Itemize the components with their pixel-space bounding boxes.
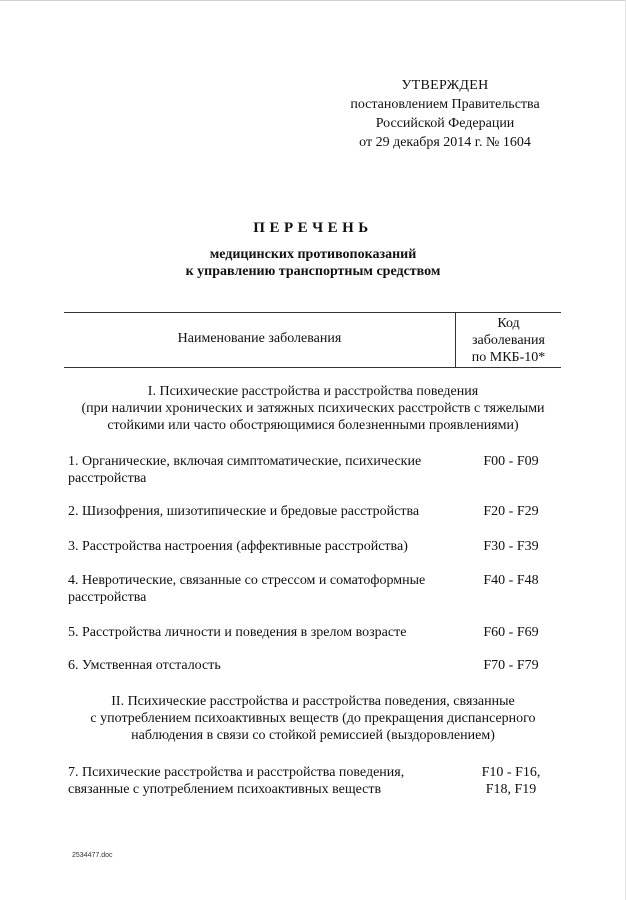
disease-name-line: 6. Умственная отсталость xyxy=(68,658,221,673)
disease-name-line: 3. Расстройства настроения (аффективные расстройства) xyxy=(68,539,408,554)
icd-code xyxy=(463,453,559,470)
approval-heading: УТВЕРЖДЕН xyxy=(401,78,489,93)
icd-code xyxy=(463,657,559,674)
approval-block xyxy=(300,76,590,152)
icd-code-line: F18, F19 xyxy=(485,782,537,797)
disease-name xyxy=(68,572,463,606)
icd-code-line: F10 - F16, xyxy=(481,765,541,780)
disease-name xyxy=(68,538,463,555)
disease-name xyxy=(68,764,463,798)
section-line: стойкими или часто обостряющимися болезненными проявлениями) xyxy=(107,418,519,433)
subtitle-line-1: медицинских противопоказаний xyxy=(209,247,417,262)
column-header-icd-code xyxy=(456,315,561,366)
approval-line-3: Российской Федерации xyxy=(375,116,515,131)
disease-name xyxy=(68,503,463,520)
code-header-line-2: заболевания xyxy=(472,333,545,348)
icd-code xyxy=(463,624,559,641)
approval-date-number: от 29 декабря 2014 г. № 1604 xyxy=(359,135,531,150)
icd-code-line: F30 - F39 xyxy=(483,539,539,554)
disease-name-line: расстройства xyxy=(68,471,147,486)
disease-name-line: 5. Расстройства личности и поведения в зрелом возрасте xyxy=(68,625,407,640)
disease-name-line: 7. Психические расстройства и расстройства поведения, xyxy=(68,765,405,780)
section-heading-1 xyxy=(40,383,586,434)
icd-code xyxy=(463,538,559,555)
approval-line-2: постановлением Правительства xyxy=(350,97,540,112)
table-header xyxy=(64,312,561,368)
section-line: II. Психические расстройства и расстройства поведения, связанные xyxy=(111,694,515,709)
icd-code xyxy=(463,503,559,520)
icd-code-line: F20 - F29 xyxy=(483,504,539,519)
disease-name-line: 4. Невротические, связанные со стрессом и соматоформные xyxy=(68,573,426,588)
code-header-line-3: по МКБ-10* xyxy=(471,350,546,365)
icd-code-line: F00 - F09 xyxy=(483,454,539,469)
disease-name xyxy=(68,657,463,674)
section-line: (при наличии хронических и затяжных психических расстройств с тяжелыми xyxy=(81,401,545,416)
icd-code-line: F40 - F48 xyxy=(483,573,539,588)
column-header-disease-name: Наименование заболевания xyxy=(177,331,342,346)
disease-name-line: связанные с употреблением психоактивных веществ xyxy=(68,782,382,797)
page-top-edge xyxy=(0,0,626,1)
disease-name-line: 2. Шизофрения, шизотипические и бредовые расстройства xyxy=(68,504,420,519)
icd-code-line: F60 - F69 xyxy=(483,625,539,640)
code-header-line-1: Код xyxy=(497,316,520,331)
document-subtitle xyxy=(0,246,626,280)
section-line: с употреблением психоактивных веществ (до прекращения диспансерного xyxy=(90,711,536,726)
section-line: I. Психические расстройства и расстройства поведения xyxy=(147,384,479,399)
disease-name xyxy=(68,453,463,487)
disease-name-line: 1. Органические, включая симптоматические, психические xyxy=(68,454,422,469)
disease-name xyxy=(68,624,463,641)
section-heading-2 xyxy=(40,693,586,744)
document-title: ПЕРЕЧЕНЬ xyxy=(253,220,373,236)
icd-code xyxy=(463,764,559,798)
disease-name-line: расстройства xyxy=(68,590,147,605)
icd-code xyxy=(463,572,559,589)
subtitle-line-2: к управлению транспортным средством xyxy=(185,264,441,279)
icd-code-line: F70 - F79 xyxy=(483,658,539,673)
section-line: наблюдения в связи со стойкой ремиссией (выздоровлением) xyxy=(131,728,495,743)
document-file-id: 2534477.doc xyxy=(72,852,113,859)
